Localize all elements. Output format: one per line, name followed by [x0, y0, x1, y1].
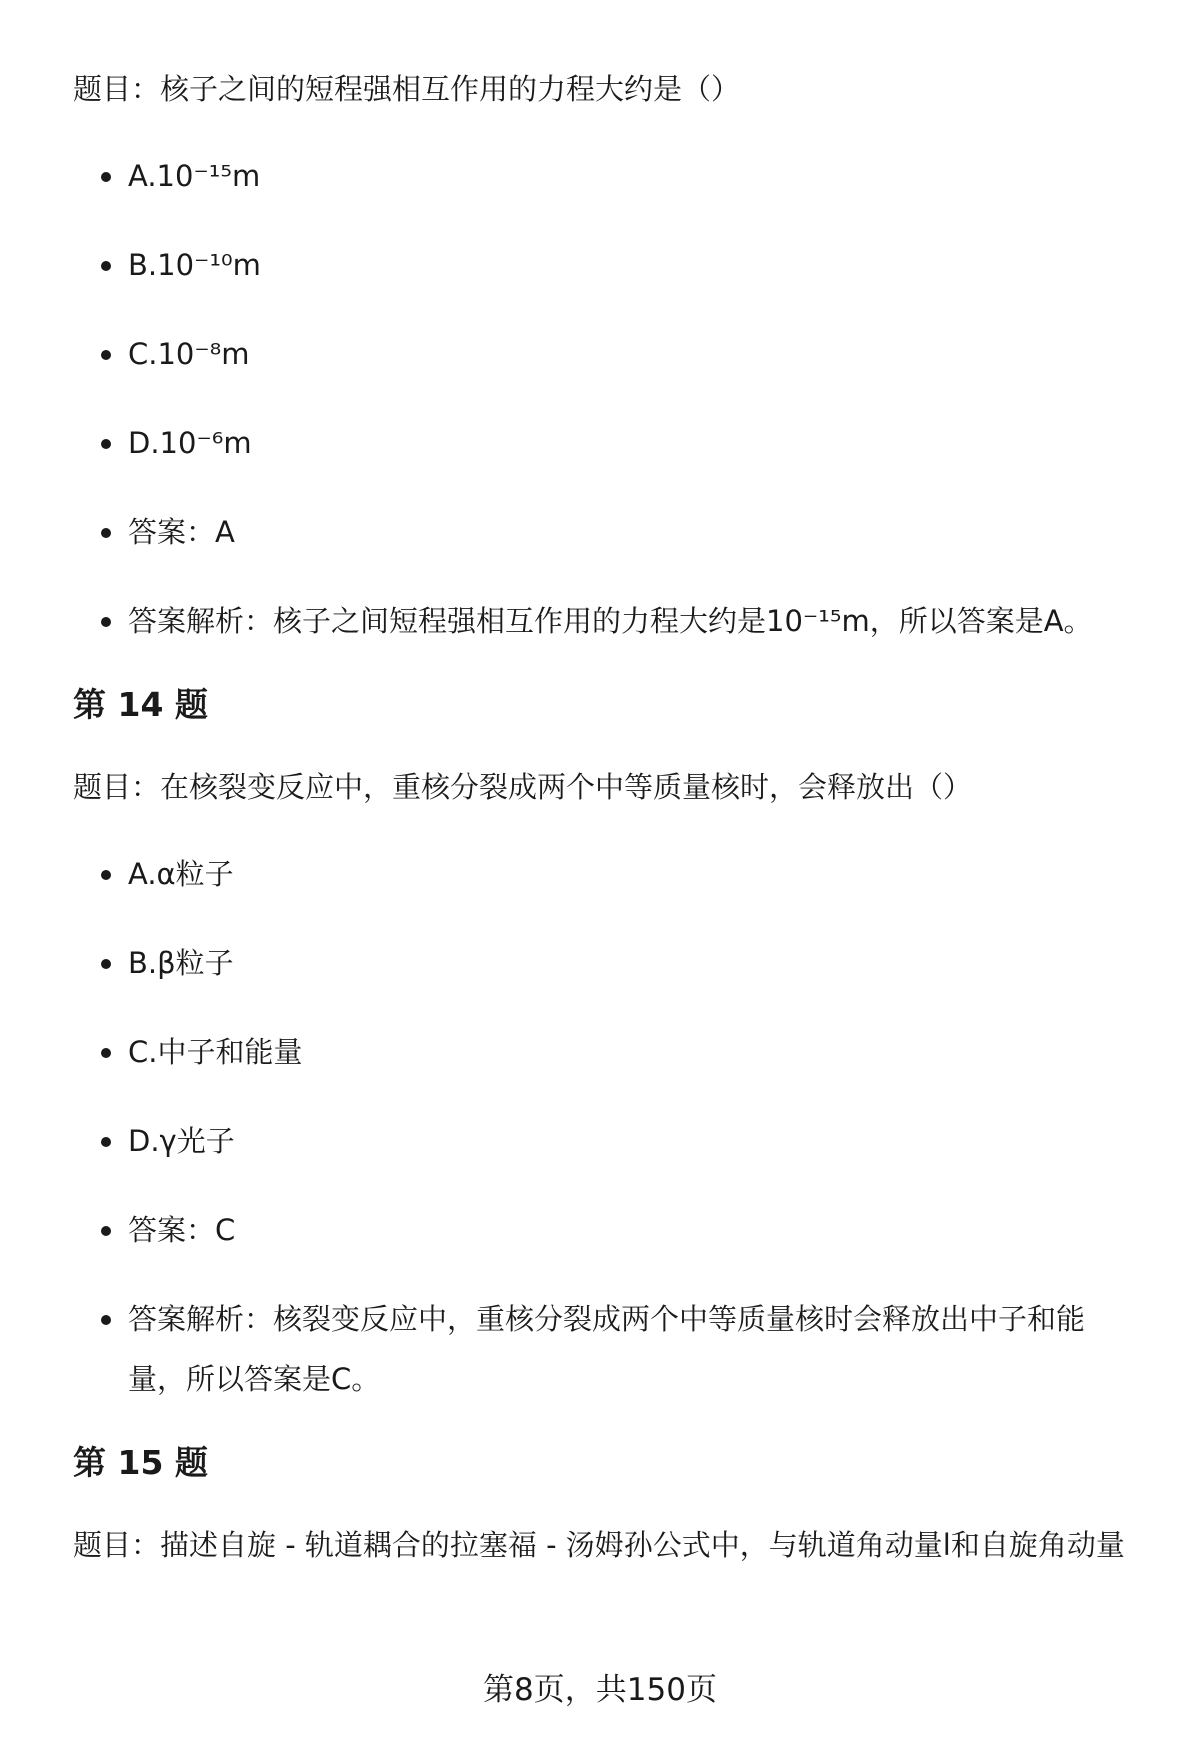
option-d: D.γ光子 [73, 1111, 1153, 1171]
option-b: B.10⁻¹⁰m [73, 235, 1153, 295]
question-13 [73, 62, 1153, 651]
answer-explanation: 答案解析：核子之间短程强相互作用的力程大约是10⁻¹⁵m，所以答案是A。 [73, 591, 1153, 651]
answer-explanation: 答案解析：核裂变反应中，重核分裂成两个中等质量核时会释放出中子和能量，所以答案是C。 [73, 1289, 1128, 1409]
option-c: C.10⁻⁸m [73, 324, 1153, 384]
option-list [73, 844, 1153, 1409]
question-heading: 第 14 题 [73, 685, 208, 724]
question-stem: 题目：描述自旋 - 轨道耦合的拉塞福 - 汤姆孙公式中，与轨道角动量l和自旋角动量 [73, 1528, 1125, 1562]
question-15 [73, 1438, 1153, 1572]
question-heading: 第 15 题 [73, 1443, 208, 1482]
page-content [73, 62, 1153, 1602]
option-c: C.中子和能量 [73, 1022, 1153, 1082]
option-a: A.10⁻¹⁵m [73, 146, 1153, 206]
page-number: 第8页，共150页 [483, 1672, 717, 1708]
question-stem: 题目：核子之间的短程强相互作用的力程大约是（） [73, 72, 741, 106]
option-d: D.10⁻⁶m [73, 413, 1153, 473]
option-b: B.β粒子 [73, 933, 1153, 993]
option-a: A.α粒子 [73, 844, 1153, 904]
option-list [73, 146, 1153, 651]
answer: 答案：A [73, 502, 1153, 562]
question-14 [73, 680, 1153, 1409]
question-stem: 题目：在核裂变反应中，重核分裂成两个中等质量核时，会释放出（） [73, 770, 973, 804]
answer: 答案：C [73, 1200, 1153, 1260]
